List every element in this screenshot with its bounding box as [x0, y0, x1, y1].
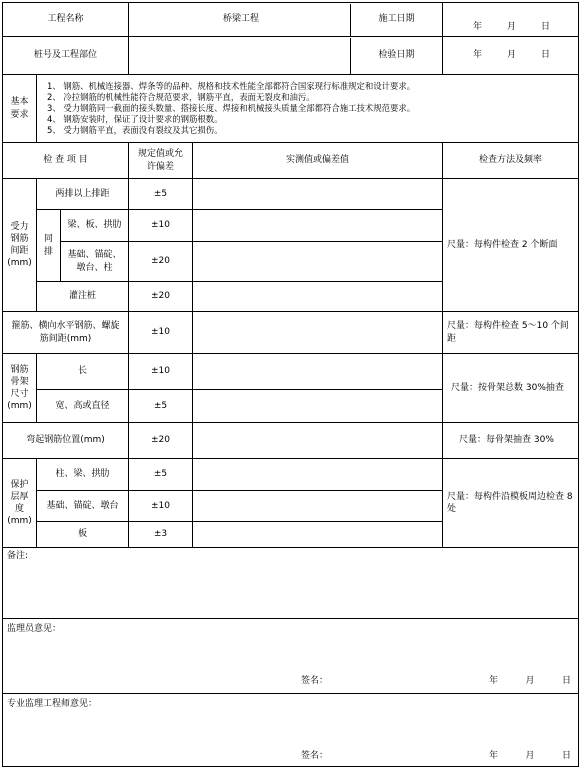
- pile-measured: [193, 282, 443, 312]
- two-rows-value: ±5: [129, 179, 193, 210]
- requirement-item: 1、 钢筋、机械连接器、焊条等的品种、规格和技术性能全部都符合国家现行标准规定和设计要求。: [47, 80, 416, 91]
- beam-measured: [193, 210, 443, 242]
- engineer-label: 专业监理工程师意见：: [7, 699, 98, 709]
- remarks-cell: [3, 548, 579, 619]
- length-measured: [193, 354, 443, 390]
- foundation-label: 基础、锚碇、墩台、柱: [61, 242, 129, 282]
- requirement-item: 5、 受力钢筋平直，表面没有裂纹及其它损伤。: [47, 125, 223, 136]
- column-beam-label: 柱、梁、拱肋: [37, 459, 129, 491]
- base-label: 基础、锚碇、墩台: [37, 491, 129, 522]
- spacing-method: 尺量：每构件检查 2 个断面: [443, 179, 579, 312]
- project-name-text: 桥梁工程: [223, 14, 260, 25]
- column-header-allowance: 规定值或允许偏差: [129, 143, 193, 179]
- inspection-date-label: 检验日期: [350, 38, 442, 74]
- engineer-sign-label: 签名：: [301, 750, 329, 761]
- supervisor-sign-label: 签名：: [301, 675, 329, 686]
- inspection-form-table: [2, 2, 579, 767]
- width-measured: [193, 390, 443, 423]
- supervisor-label: 监理员意见：: [7, 624, 62, 634]
- bent-method: 尺量：每骨架抽查 30%: [443, 423, 579, 459]
- base-value: ±10: [129, 491, 193, 522]
- bent-value: ±20: [129, 423, 193, 459]
- construction-date-value: 年 月 日: [443, 3, 579, 37]
- requirement-item: 3、 受力钢筋同一截面的接头数量、搭接长度、焊接和机械接头质量全部都符合施工技术规范要求。: [47, 102, 416, 113]
- beam-value: ±10: [129, 210, 193, 242]
- requirement-item: 2、 冷拉钢筋的机械性能符合规范要求，钢筋平直，表面无裂皮和油污。: [47, 91, 315, 102]
- base-measured: [193, 491, 443, 522]
- station-label: 桩号及工程部位: [3, 37, 129, 75]
- stirrup-measured: [193, 312, 443, 354]
- rebar-spacing-label: 受力钢筋间距(mm): [3, 179, 37, 312]
- two-rows-measured: [193, 179, 443, 210]
- stirrup-value: ±10: [129, 312, 193, 354]
- slab-value: ±3: [129, 522, 193, 548]
- column-header-measured: 实测值或偏差值: [193, 143, 443, 179]
- cover-method: 尺量：每构件沿模板周边检查 8 处: [443, 459, 579, 548]
- same-row-label: 同排: [37, 210, 61, 282]
- slab-label: 板: [37, 522, 129, 548]
- remarks-label: 备注:: [7, 551, 29, 561]
- foundation-value: ±20: [129, 242, 193, 282]
- length-value: ±10: [129, 354, 193, 390]
- beam-label: 梁、板、拱肋: [61, 210, 129, 242]
- station-text: [129, 38, 350, 74]
- width-value: ±5: [129, 390, 193, 423]
- column-header-item: 检 查 项 目: [3, 143, 129, 179]
- requirement-item: 4、 钢筋安装时，保证了设计要求的钢筋根数。: [47, 114, 223, 125]
- bent-measured: [193, 423, 443, 459]
- stirrup-method: 尺量：每构件检查 5～10 个间距: [443, 312, 579, 354]
- requirements-label: 基本要求: [3, 75, 37, 143]
- width-label: 宽、高或直径: [37, 390, 129, 423]
- station-value: [129, 37, 443, 75]
- stirrup-label: 箍筋、横向水平钢筋、螺旋筋间距(mm): [3, 312, 129, 354]
- cage-label: 钢筋骨架尺寸(mm): [3, 354, 37, 423]
- engineer-date: 年 月 日: [489, 750, 571, 761]
- inspection-date-value: 年 月 日: [443, 37, 579, 75]
- cage-method: 尺量：按骨架总数 30%抽查: [443, 354, 579, 423]
- two-rows-label: 两排以上排距: [37, 179, 129, 210]
- column-header-method: 检查方法及频率: [443, 143, 579, 179]
- column-beam-measured: [193, 459, 443, 491]
- foundation-measured: [193, 242, 443, 282]
- project-name-value: [129, 3, 443, 37]
- pile-label: 灌注桩: [37, 282, 129, 312]
- engineer-opinion-cell: [3, 694, 579, 767]
- supervisor-date: 年 月 日: [489, 675, 571, 686]
- supervisor-opinion-cell: [3, 619, 579, 694]
- requirements-list: [37, 75, 579, 143]
- construction-date-label: 施工日期: [350, 4, 442, 36]
- pile-value: ±20: [129, 282, 193, 312]
- slab-measured: [193, 522, 443, 548]
- bent-label: 弯起钢筋位置(mm): [3, 423, 129, 459]
- cover-label: 保护层厚度(mm): [3, 459, 37, 548]
- column-beam-value: ±5: [129, 459, 193, 491]
- project-name-label: 工程名称: [3, 3, 129, 37]
- length-label: 长: [37, 354, 129, 390]
